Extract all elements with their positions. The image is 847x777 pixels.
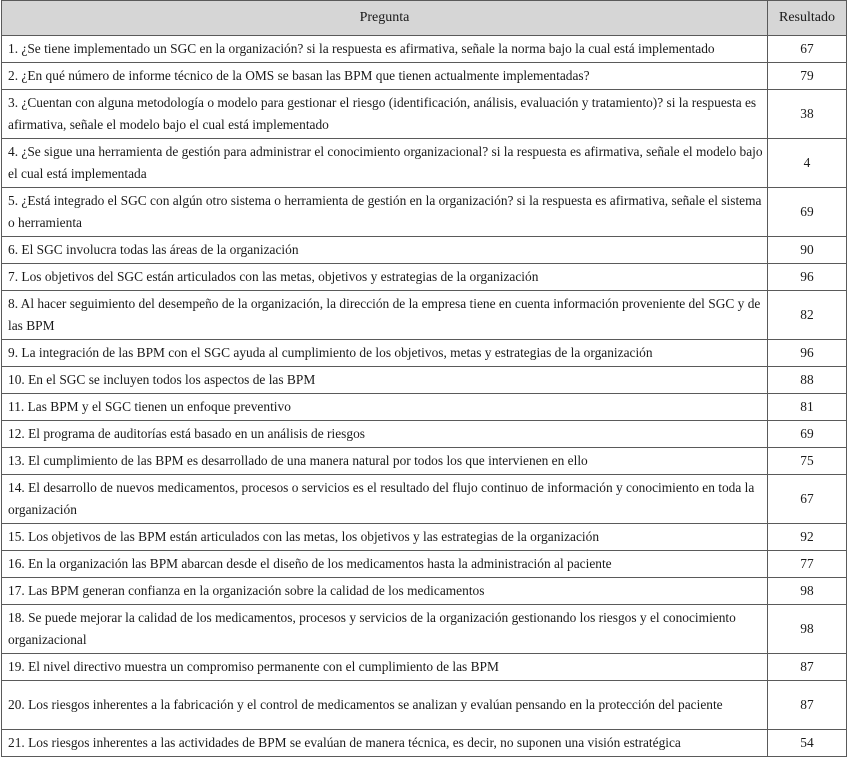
question-cell: 9. La integración de las BPM con el SGC ayuda al cumplimiento de los objetivos, metas y estrategias de la organización: [2, 340, 768, 367]
question-cell: 18. Se puede mejorar la calidad de los medicamentos, procesos y servicios de la organización gestionando los riesgos y el conocimiento organizacional: [2, 605, 768, 654]
table-row: [2, 421, 847, 448]
table-row: [2, 524, 847, 551]
question-cell: 21. Los riesgos inherentes a las actividades de BPM se evalúan de manera técnica, es decir, no suponen una visión estratégica: [2, 730, 768, 757]
result-cell: 96: [768, 340, 847, 367]
table-row: [2, 730, 847, 757]
result-cell: 4: [768, 139, 847, 188]
table-row: [2, 291, 847, 340]
table-row: [2, 264, 847, 291]
table-row: [2, 475, 847, 524]
table-row: [2, 681, 847, 730]
question-cell: 11. Las BPM y el SGC tienen un enfoque preventivo: [2, 394, 768, 421]
question-cell: 2. ¿En qué número de informe técnico de la OMS se basan las BPM que tienen actualmente implementadas?: [2, 63, 768, 90]
result-cell: 67: [768, 475, 847, 524]
result-cell: 79: [768, 63, 847, 90]
result-cell: 98: [768, 605, 847, 654]
question-cell: 1. ¿Se tiene implementado un SGC en la organización? si la respuesta es afirmativa, señale la norma bajo la cual está implementado: [2, 36, 768, 63]
table-row: [2, 63, 847, 90]
column-header-pregunta: Pregunta: [2, 1, 768, 36]
table-row: [2, 448, 847, 475]
result-cell: 38: [768, 90, 847, 139]
question-cell: 3. ¿Cuentan con alguna metodología o modelo para gestionar el riesgo (identificación, análisis, evaluación y tratamiento)? si la respuesta es afirmativa, señale el modelo bajo el cual está implementado: [2, 90, 768, 139]
result-cell: 81: [768, 394, 847, 421]
question-cell: 17. Las BPM generan confianza en la organización sobre la calidad de los medicamentos: [2, 578, 768, 605]
table-row: [2, 36, 847, 63]
result-cell: 54: [768, 730, 847, 757]
column-header-resultado: Resultado: [768, 1, 847, 36]
table-row: [2, 340, 847, 367]
table-header-row: [2, 1, 847, 36]
survey-results-table: [1, 0, 847, 757]
question-cell: 6. El SGC involucra todas las áreas de la organización: [2, 237, 768, 264]
table-row: [2, 367, 847, 394]
question-cell: 16. En la organización las BPM abarcan desde el diseño de los medicamentos hasta la administración al paciente: [2, 551, 768, 578]
table-row: [2, 654, 847, 681]
question-cell: 14. El desarrollo de nuevos medicamentos, procesos o servicios es el resultado del flujo continuo de información y conocimiento en toda la organización: [2, 475, 768, 524]
table-row: [2, 139, 847, 188]
result-cell: 92: [768, 524, 847, 551]
result-cell: 69: [768, 421, 847, 448]
table-row: [2, 605, 847, 654]
question-cell: 15. Los objetivos de las BPM están articulados con las metas, los objetivos y las estrategias de la organización: [2, 524, 768, 551]
table-row: [2, 188, 847, 237]
question-cell: 4. ¿Se sigue una herramienta de gestión para administrar el conocimiento organizacional? si la respuesta es afirmativa, señale el modelo bajo el cual está implementada: [2, 139, 768, 188]
question-cell: 7. Los objetivos del SGC están articulados con las metas, objetivos y estrategias de la organización: [2, 264, 768, 291]
question-cell: 12. El programa de auditorías está basado en un análisis de riesgos: [2, 421, 768, 448]
table-row: [2, 551, 847, 578]
result-cell: 69: [768, 188, 847, 237]
question-cell: 20. Los riesgos inherentes a la fabricación y el control de medicamentos se analizan y evalúan pensando en la protección del paciente: [2, 681, 768, 730]
question-cell: 10. En el SGC se incluyen todos los aspectos de las BPM: [2, 367, 768, 394]
result-cell: 96: [768, 264, 847, 291]
table-row: [2, 578, 847, 605]
question-cell: 19. El nivel directivo muestra un compromiso permanente con el cumplimiento de las BPM: [2, 654, 768, 681]
result-cell: 77: [768, 551, 847, 578]
table-row: [2, 237, 847, 264]
question-cell: 8. Al hacer seguimiento del desempeño de la organización, la dirección de la empresa tiene en cuenta información proveniente del SGC y de las BPM: [2, 291, 768, 340]
question-cell: 5. ¿Está integrado el SGC con algún otro sistema o herramienta de gestión en la organización? si la respuesta es afirmativa, señale el sistema o herramienta: [2, 188, 768, 237]
table-row: [2, 90, 847, 139]
result-cell: 75: [768, 448, 847, 475]
result-cell: 67: [768, 36, 847, 63]
result-cell: 87: [768, 681, 847, 730]
result-cell: 88: [768, 367, 847, 394]
result-cell: 87: [768, 654, 847, 681]
result-cell: 98: [768, 578, 847, 605]
result-cell: 82: [768, 291, 847, 340]
question-cell: 13. El cumplimiento de las BPM es desarrollado de una manera natural por todos los que intervienen en ello: [2, 448, 768, 475]
table-row: [2, 394, 847, 421]
result-cell: 90: [768, 237, 847, 264]
